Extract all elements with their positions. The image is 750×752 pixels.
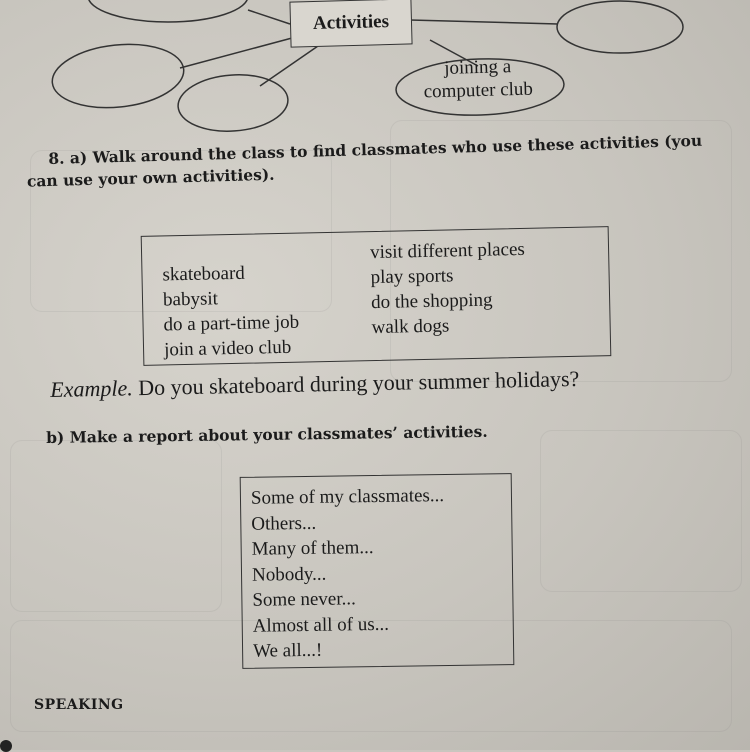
example-label: Example. (50, 375, 133, 402)
empty-bubble (88, 0, 248, 22)
connector-line (410, 20, 558, 24)
report-phrase: Nobody... (251, 563, 327, 586)
example-sentence (50, 366, 580, 403)
activities-box (141, 226, 612, 366)
activities-right-column (370, 237, 527, 340)
connector-line (180, 38, 292, 68)
diagram-center-box (289, 0, 412, 48)
report-phrase: We all...! (252, 639, 323, 662)
bubble-label-line: joining a (443, 56, 512, 79)
bleed-through-box (10, 440, 222, 612)
empty-bubble (176, 71, 290, 135)
report-phrase: Some never... (252, 588, 356, 611)
instruction-line-2: can use your own activities). (26, 164, 275, 191)
exercise-8b-instruction: b) Make a report about your classmates’ activities. (46, 421, 488, 447)
report-phrase: Others... (251, 512, 317, 535)
activity-item: visit different places (369, 238, 526, 264)
report-phrase: Some of my classmates... (250, 485, 445, 509)
activity-item: do a part-time job (163, 311, 300, 336)
diagram-center-label: Activities (312, 11, 390, 34)
activity-item: do the shopping (370, 289, 493, 314)
empty-bubble (49, 38, 187, 113)
activities-left-column (162, 260, 300, 363)
instruction-line-1: 8. a) Walk around the class to find classmates who use these activities (you (48, 130, 703, 168)
diagram-bubble-label (397, 54, 558, 104)
bubble-label-line: computer club (423, 78, 534, 103)
corner-mark (0, 740, 12, 752)
activity-item: play sports (370, 265, 454, 289)
connector-line (248, 10, 290, 24)
report-phrase: Almost all of us... (252, 613, 390, 637)
report-phrase: Many of them... (251, 537, 374, 560)
section-heading-speaking: SPEAKING (34, 697, 124, 713)
activity-item: skateboard (162, 262, 246, 286)
activity-item: walk dogs (371, 315, 450, 339)
activity-item: babysit (162, 288, 219, 311)
bubble-label-text (423, 56, 533, 102)
report-phrases-box (240, 473, 515, 669)
example-text: Do you skateboard during your summer holidays? (132, 365, 580, 401)
bleed-through-box (540, 430, 742, 592)
empty-bubble (557, 1, 683, 53)
activity-item: join a video club (163, 336, 292, 361)
report-phrases-list (251, 483, 447, 664)
